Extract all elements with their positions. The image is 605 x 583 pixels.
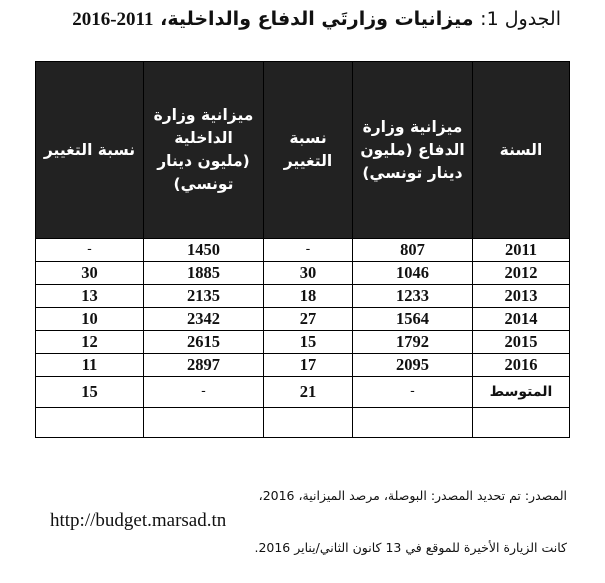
interior-budget-cell: -	[144, 377, 264, 408]
defense-change-cell: -	[264, 239, 353, 262]
header-interior-change: نسبة التغيير	[36, 62, 144, 239]
interior-budget-cell: 1885	[144, 262, 264, 285]
table-row	[36, 262, 570, 285]
interior-change-cell: 13	[36, 285, 144, 308]
table-row	[36, 331, 570, 354]
year-cell: 2014	[473, 308, 570, 331]
defense-change-cell: 18	[264, 285, 353, 308]
table-row	[36, 354, 570, 377]
average-label-cell: المتوسط	[473, 377, 570, 408]
year-cell: 2011	[473, 239, 570, 262]
interior-budget-cell: 2135	[144, 285, 264, 308]
table-row	[36, 308, 570, 331]
defense-budget-cell: 1046	[353, 262, 473, 285]
defense-change-cell: 30	[264, 262, 353, 285]
empty-cell	[473, 408, 570, 438]
defense-budget-cell: 807	[353, 239, 473, 262]
empty-row	[36, 408, 570, 438]
defense-change-cell: 27	[264, 308, 353, 331]
empty-cell	[353, 408, 473, 438]
interior-change-cell: 15	[36, 377, 144, 408]
defense-change-cell: 21	[264, 377, 353, 408]
interior-budget-cell: 2615	[144, 331, 264, 354]
interior-change-cell: 10	[36, 308, 144, 331]
year-cell: 2013	[473, 285, 570, 308]
defense-change-cell: 15	[264, 331, 353, 354]
defense-budget-cell: -	[353, 377, 473, 408]
year-cell: 2016	[473, 354, 570, 377]
average-row	[36, 377, 570, 408]
interior-budget-cell: 1450	[144, 239, 264, 262]
caption-text: ميزانيات وزارتَي الدفاع والداخلية،	[160, 8, 474, 30]
header-row	[36, 62, 570, 239]
interior-change-cell: 11	[36, 354, 144, 377]
year-cell: 2015	[473, 331, 570, 354]
empty-cell	[144, 408, 264, 438]
source-url[interactable]: http://budget.marsad.tn	[50, 510, 227, 531]
table-row	[36, 239, 570, 262]
visit-note: كانت الزيارة الأخيرة للموقع في 13 كانون الثاني/يناير 2016.	[254, 540, 567, 555]
defense-budget-cell: 1792	[353, 331, 473, 354]
year-cell: 2012	[473, 262, 570, 285]
defense-budget-cell: 1233	[353, 285, 473, 308]
table-row	[36, 285, 570, 308]
header-defense-change: نسبة التغيير	[264, 62, 353, 239]
table-caption	[10, 8, 561, 31]
defense-budget-cell: 1564	[353, 308, 473, 331]
interior-budget-cell: 2897	[144, 354, 264, 377]
defense-change-cell: 17	[264, 354, 353, 377]
empty-cell	[36, 408, 144, 438]
interior-budget-cell: 2342	[144, 308, 264, 331]
interior-change-cell: -	[36, 239, 144, 262]
empty-cell	[264, 408, 353, 438]
defense-budget-cell: 2095	[353, 354, 473, 377]
caption-label: الجدول 1:	[480, 8, 561, 30]
budget-table	[35, 61, 570, 438]
header-interior-budget: ميزانية وزارة الداخلية (مليون دينار تونسي)	[144, 62, 264, 239]
header-year: السنة	[473, 62, 570, 239]
interior-change-cell: 30	[36, 262, 144, 285]
caption-years: 2011-2016	[72, 9, 154, 30]
header-defense-budget: ميزانية وزارة الدفاع (مليون دينار تونسي)	[353, 62, 473, 239]
interior-change-cell: 12	[36, 331, 144, 354]
source-note: المصدر: تم تحديد المصدر: البوصلة، مرصد الميزانية، 2016،	[258, 488, 567, 503]
